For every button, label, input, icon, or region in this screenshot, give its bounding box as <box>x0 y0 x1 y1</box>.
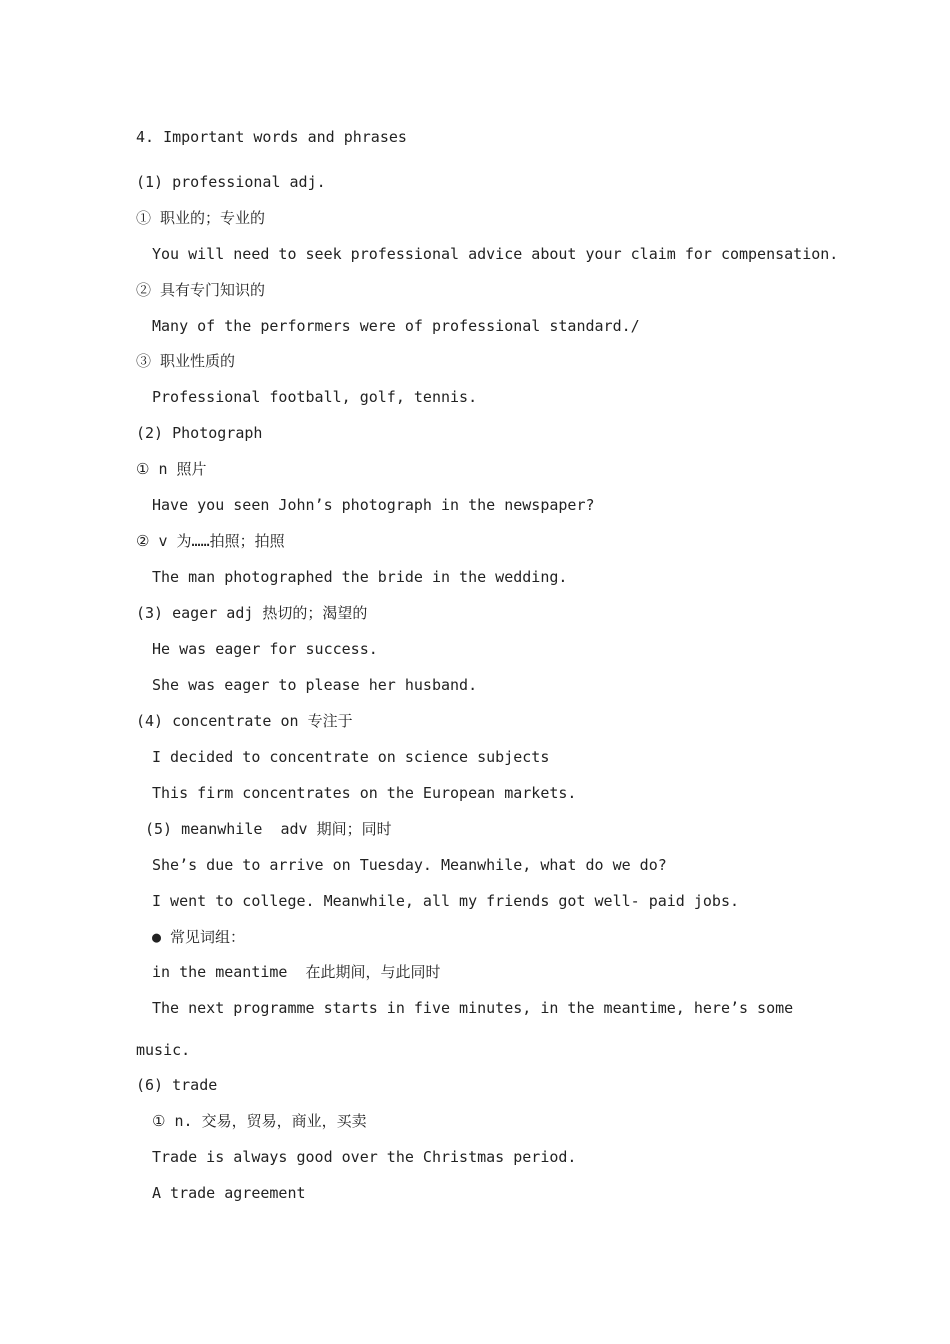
example-phrase: A trade agreement <box>152 1184 306 1202</box>
example-sentence: She was eager to please her husband. <box>152 676 478 694</box>
entry-heading: (6) trade <box>136 1076 218 1094</box>
phrase-group-label: ● 常见词组： <box>152 928 246 946</box>
example-sentence: Trade is always good over the Christmas period. <box>152 1148 577 1166</box>
example-sentence: I decided to concentrate on science subjects <box>152 748 550 766</box>
sense-label: ① n. 交易，贸易，商业，买卖 <box>152 1112 367 1130</box>
example-sentence: This firm concentrates on the European markets. <box>152 784 577 802</box>
sense-label: ② v 为……拍照；拍照 <box>136 532 285 550</box>
entry-heading: (5) meanwhile adv 期间；同时 <box>145 820 392 838</box>
example-sentence: He was eager for success. <box>152 640 378 658</box>
sense-label: ③ 职业性质的 <box>136 352 236 370</box>
example-sentence: Professional football, golf, tennis. <box>152 388 478 406</box>
example-sentence: The man photographed the bride in the wedding. <box>152 568 568 586</box>
example-sentence: She’s due to arrive on Tuesday. Meanwhile, what do we do? <box>152 856 667 874</box>
section-heading: 4. Important words and phrases <box>136 128 407 146</box>
sense-label: ① n 照片 <box>136 460 207 478</box>
example-sentence: Many of the performers were of professional standard./ <box>152 317 640 335</box>
sense-label: ② 具有专门知识的 <box>136 281 266 299</box>
phrase-definition: in the meantime 在此期间，与此同时 <box>152 963 441 981</box>
example-sentence: I went to college. Meanwhile, all my friends got well- paid jobs. <box>152 892 739 910</box>
entry-heading: (2) Photograph <box>136 424 263 442</box>
entry-heading: (3) eager adj 热切的；渴望的 <box>136 604 368 622</box>
example-sentence: The next programme starts in five minutes, in the meantime, here’s some <box>152 999 794 1017</box>
example-sentence-continuation: music. <box>136 1041 191 1059</box>
entry-heading: (4) concentrate on 专注于 <box>136 712 353 730</box>
example-sentence: Have you seen John’s photograph in the newspaper? <box>152 496 595 514</box>
sense-label: ① 职业的；专业的 <box>136 209 266 227</box>
entry-heading: (1) professional adj. <box>136 173 326 191</box>
example-sentence: You will need to seek professional advice about your claim for compensation. <box>152 245 839 263</box>
